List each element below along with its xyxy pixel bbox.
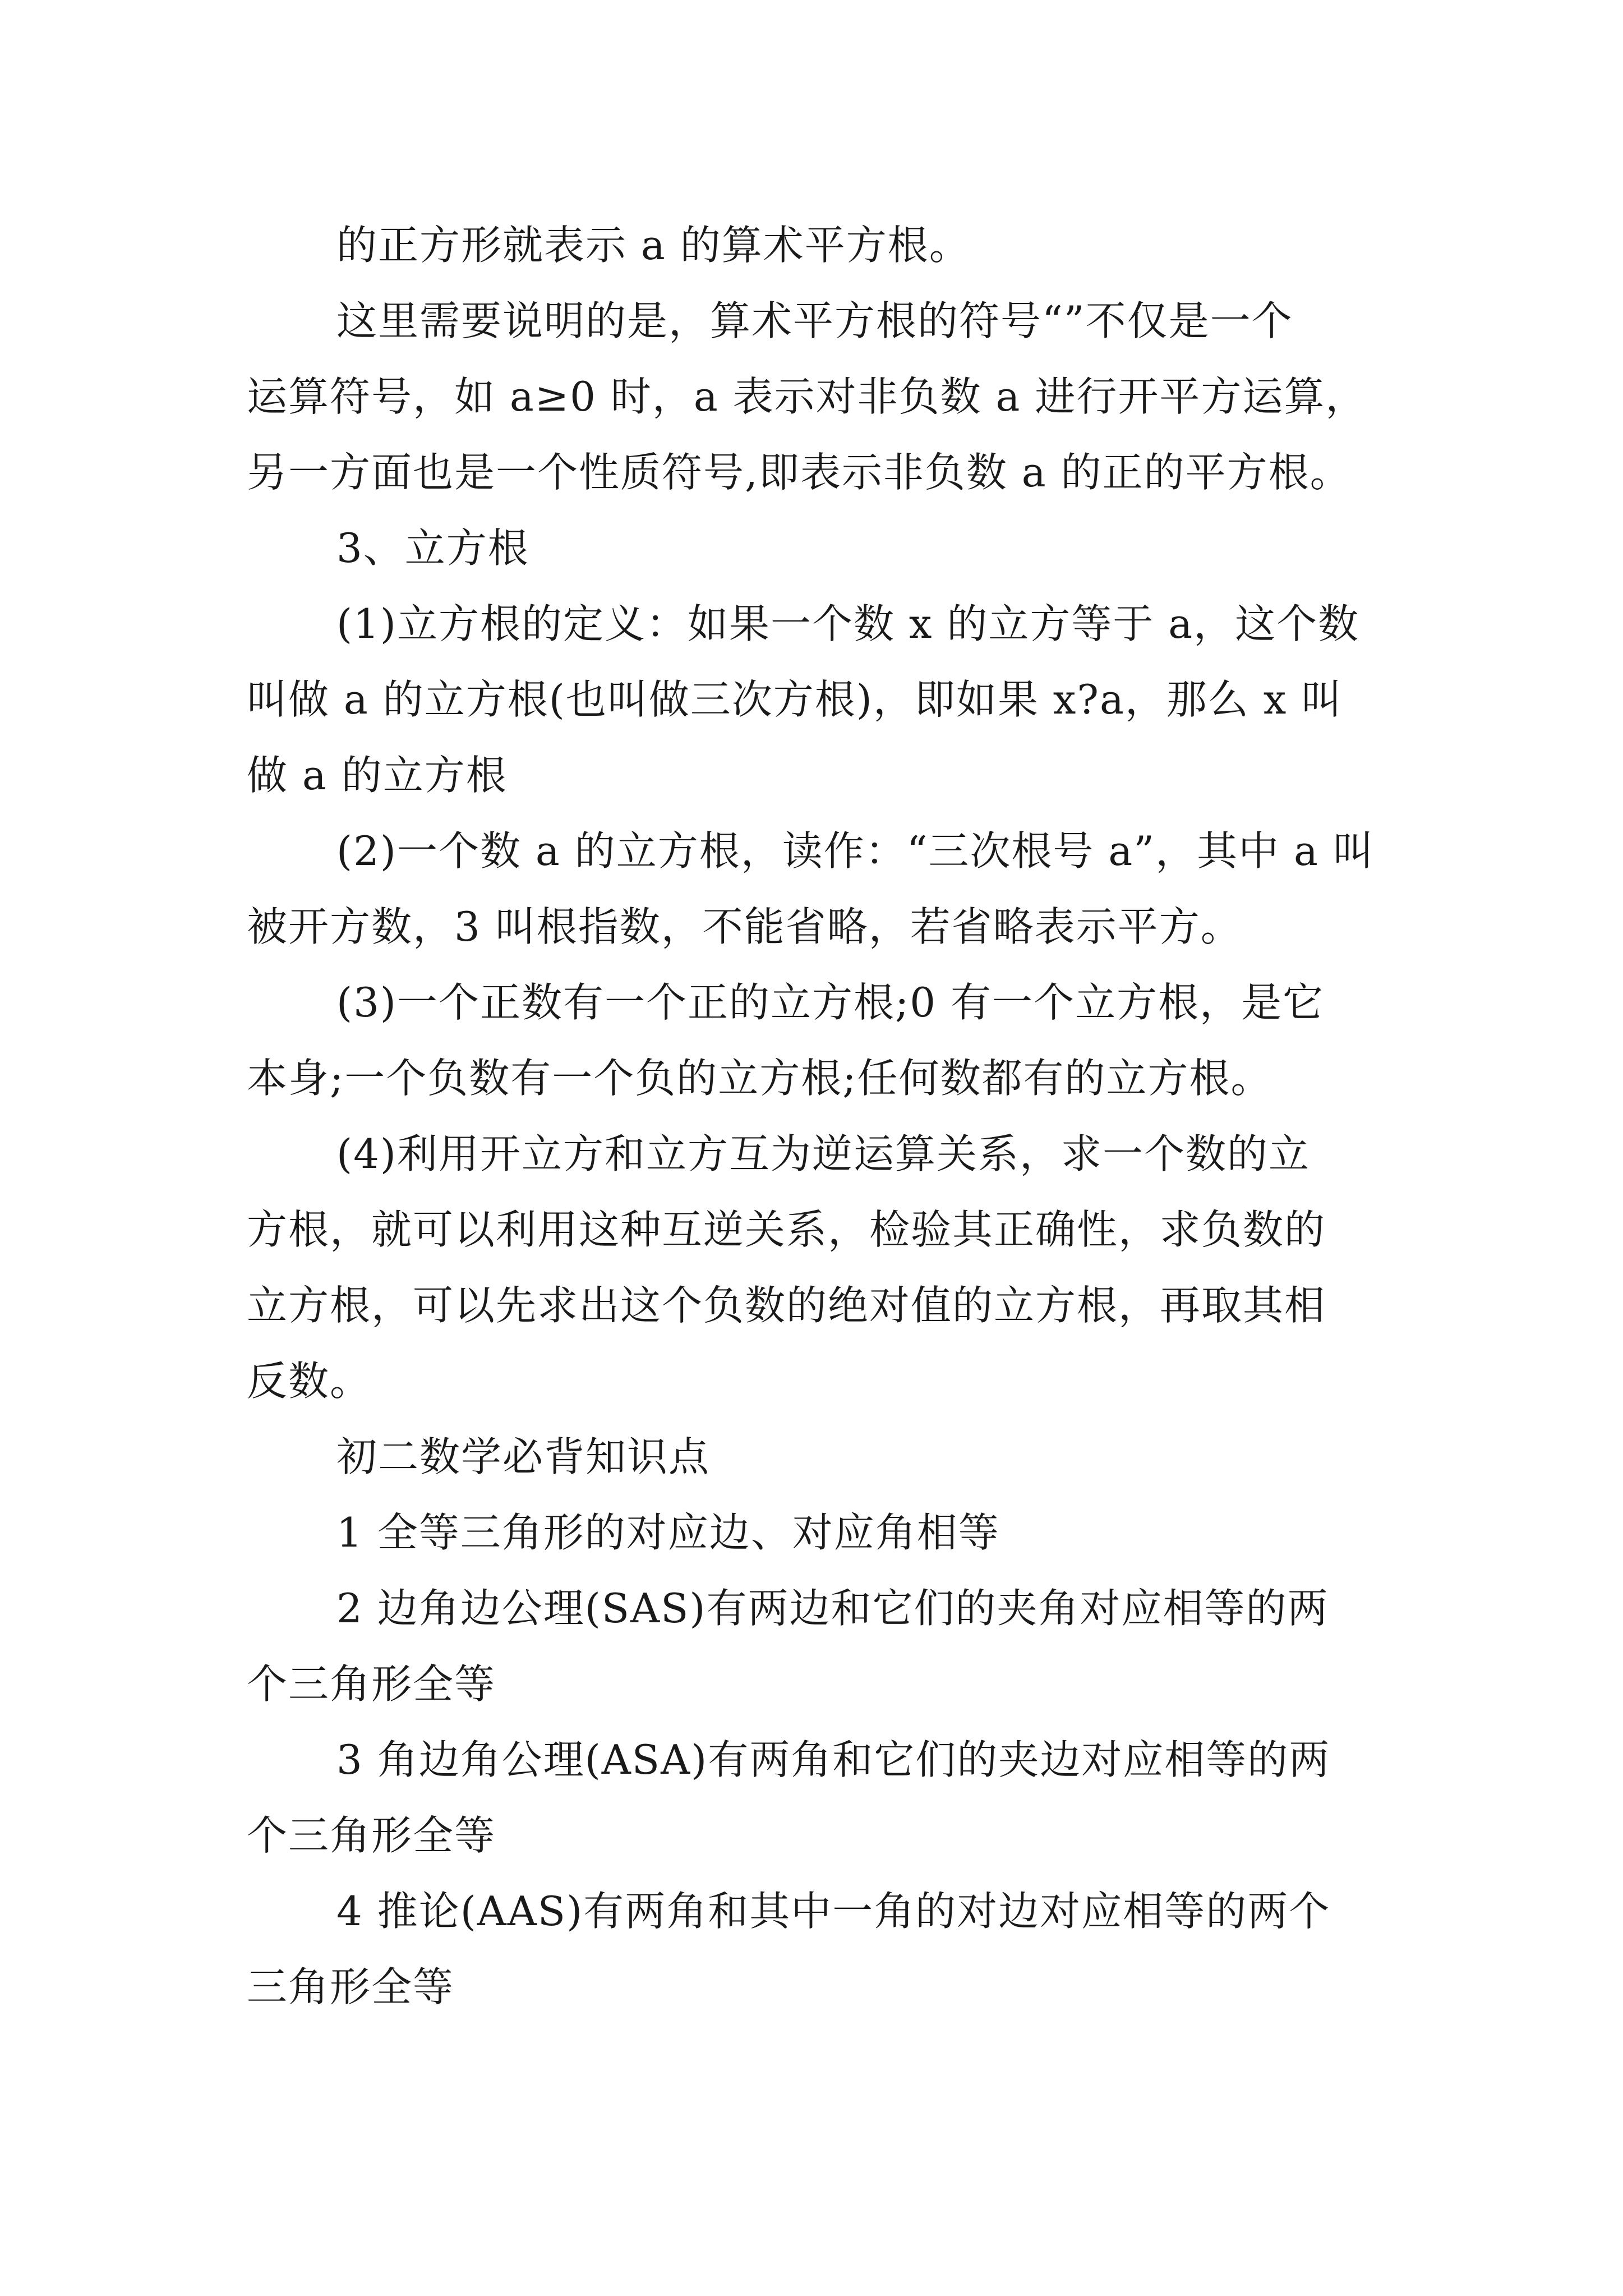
text-line-7: 叫做 a 的立方根(也叫做三次方根)，即如果 x?a，那么 x 叫 (247, 676, 1343, 723)
text-line-1: 的正方形就表示 a 的算术平方根。 (336, 222, 971, 269)
text-line-4: 另一方面也是一个性质符号,即表示非负数 a 的正的平方根。 (247, 449, 1352, 496)
text-line-8: 做 a 的立方根 (247, 752, 508, 799)
text-line-5: 3、立方根 (336, 524, 529, 572)
text-line-6: (1)立方根的定义：如果一个数 x 的立方等于 a，这个数 (336, 600, 1360, 647)
text-line-18: 1 全等三角形的对应边、对应角相等 (336, 1509, 1000, 1556)
text-line-17: 初二数学必背知识点 (336, 1433, 711, 1480)
text-line-22: 个三角形全等 (247, 1812, 496, 1859)
text-line-3: 运算符号，如 a≥0 时，a 表示对非负数 a 进行开平方运算， (247, 373, 1367, 420)
text-line-13: (4)利用开立方和立方互为逆运算关系，求一个数的立 (336, 1130, 1310, 1177)
text-line-10: 被开方数，3 叫根指数，不能省略，若省略表示平方。 (247, 903, 1242, 950)
text-line-24: 三角形全等 (247, 1963, 455, 2010)
text-line-21: 3 角边角公理(ASA)有两角和它们的夹边对应相等的两 (336, 1736, 1331, 1783)
text-line-11: (3)一个正数有一个正的立方根;0 有一个立方根，是它 (336, 979, 1324, 1026)
text-line-20: 个三角形全等 (247, 1660, 496, 1708)
text-line-9: (2)一个数 a 的立方根，读作：“三次根号 a”，其中 a 叫 (336, 827, 1375, 875)
text-line-14: 方根，就可以利用这种互逆关系，检验其正确性，求负数的 (247, 1206, 1326, 1253)
text-line-16: 反数。 (247, 1358, 372, 1405)
text-line-2: 这里需要说明的是，算术平方根的符号“”不仅是一个 (336, 297, 1293, 344)
text-line-19: 2 边角边公理(SAS)有两边和它们的夹角对应相等的两 (336, 1585, 1329, 1632)
text-line-23: 4 推论(AAS)有两角和其中一角的对边对应相等的两个 (336, 1888, 1331, 1935)
text-line-15: 立方根，可以先求出这个负数的绝对值的立方根，再取其相 (247, 1282, 1326, 1329)
text-line-12: 本身;一个负数有一个负的立方根;任何数都有的立方根。 (247, 1055, 1272, 1102)
